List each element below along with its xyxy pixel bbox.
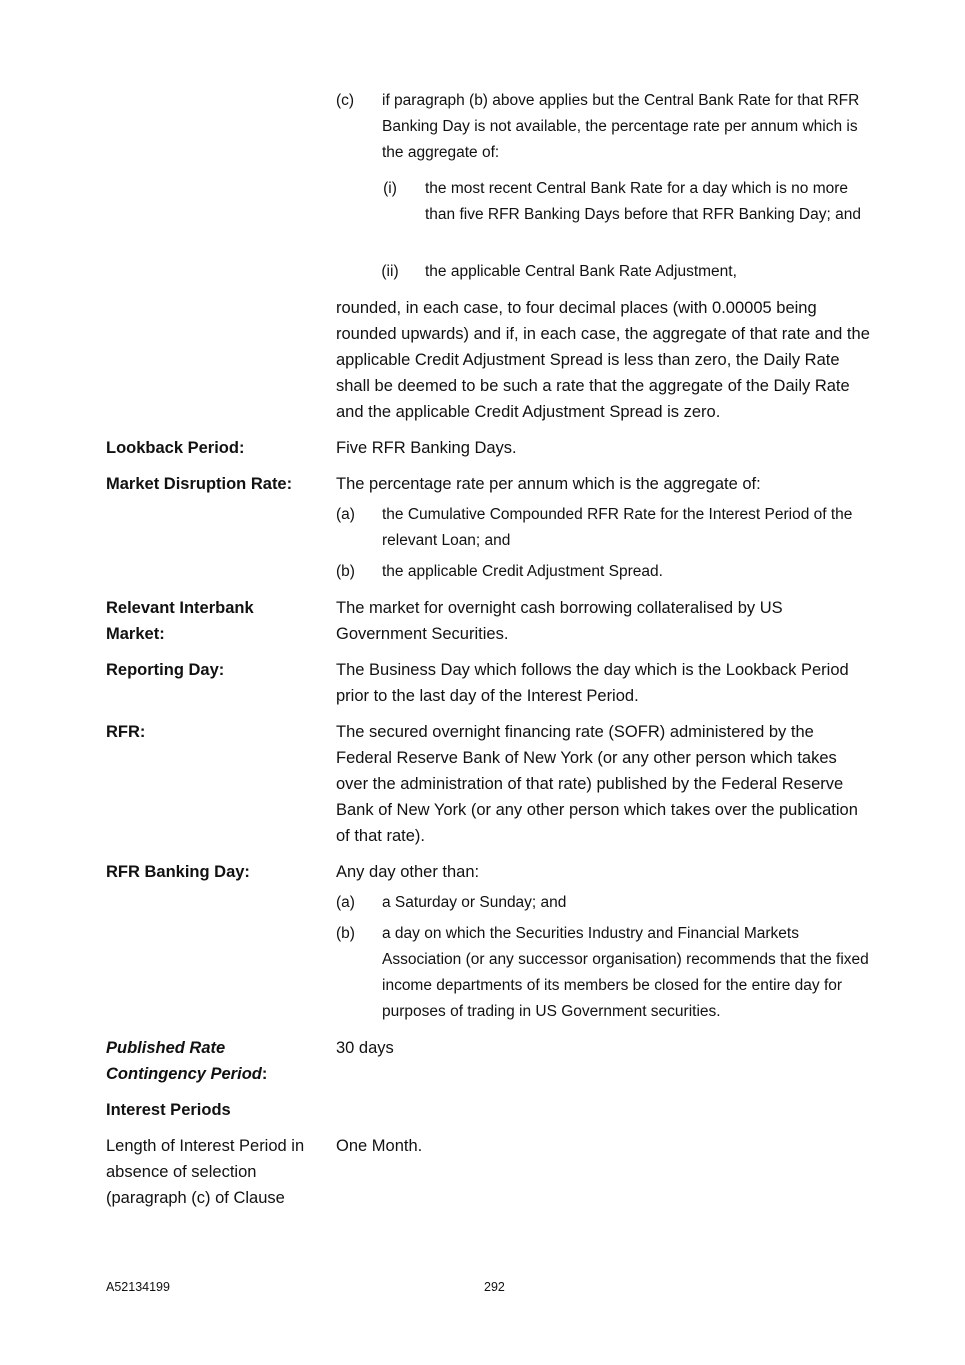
rfr-banking-day-item-a-text: a Saturday or Sunday; and (382, 894, 567, 911)
rounding-paragraph: rounded, in each case, to four decimal places (with 0.00005 being rounded upwards) and if, in each case, the aggregate of that rate and the applicable Credit Adjustment Spread is less than zero, the Daily Rate shall be deemed to be such a rate that the aggregate of the Daily Rate and the applicable Credit Adjustment Spread is zero. (336, 299, 870, 421)
market-disruption-rate-intro: The percentage rate per annum which is the aggregate of: (336, 475, 761, 493)
clause-c-sub-ii-mark: (ii) (381, 263, 399, 280)
reporting-day-label: Reporting Day: (106, 661, 225, 679)
relevant-interbank-market-label: Relevant Interbank Market: (106, 599, 254, 643)
relevant-interbank-market-value: The market for overnight cash borrowing collateralised by US Government Securities. (336, 599, 783, 643)
market-disruption-item-b-text: the applicable Credit Adjustment Spread. (382, 563, 663, 580)
clause-c-text: if paragraph (b) above applies but the Central Bank Rate for that RFR Banking Day is not available, the percentage rate per annum which is the aggregate of: (382, 92, 860, 161)
interest-periods-heading: Interest Periods (106, 1101, 231, 1119)
published-rate-contingency-period-value: 30 days (336, 1039, 394, 1057)
clause-c-sub-i-text: the most recent Central Bank Rate for a day which is no more than five RFR Banking Days before that RFR Banking Day; and (425, 180, 861, 223)
rfr-banking-day-item-b-mark: (b) (336, 925, 355, 942)
footer-page-number: 292 (484, 1280, 505, 1294)
published-rate-contingency-period-label (106, 1035, 321, 1087)
length-of-interest-period-value: One Month. (336, 1137, 423, 1155)
clause-c-sub-ii-text: the applicable Central Bank Rate Adjustment, (425, 263, 737, 280)
published-rate-label-line1: Published Rate (106, 1039, 226, 1057)
footer-document-reference: A52134199 (106, 1280, 170, 1294)
rfr-banking-day-label: RFR Banking Day: (106, 863, 250, 881)
rfr-banking-day-intro: Any day other than: (336, 863, 480, 881)
published-rate-label-suffix: : (261, 1065, 268, 1083)
published-rate-label-line2: Contingency Period (106, 1065, 262, 1083)
market-disruption-item-a-mark: (a) (336, 506, 355, 523)
clause-c-sub-i-mark: (i) (383, 180, 397, 197)
market-disruption-item-b-mark: (b) (336, 563, 355, 580)
rfr-banking-day-item-b-text: a day on which the Securities Industry and Financial Markets Association (or any successor organisation) recommends that the fixed income departments of its members be closed for the entire day for purposes of trading in US Government securities. (382, 925, 869, 1020)
reporting-day-value: The Business Day which follows the day which is the Lookback Period prior to the last day of the Interest Period. (336, 661, 849, 705)
rfr-value: The secured overnight financing rate (SOFR) administered by the Federal Reserve Bank of New York (or any other person which takes over the administration of that rate) published by the Federal Reserve Bank of New York (or any other person which takes over the publication of that rate). (336, 723, 858, 845)
market-disruption-item-a-text: the Cumulative Compounded RFR Rate for the Interest Period of the relevant Loan; and (382, 506, 853, 549)
rfr-label: RFR: (106, 723, 146, 741)
clause-c-mark: (c) (336, 92, 355, 109)
length-of-interest-period-label: Length of Interest Period in absence of selection (paragraph (c) of Clause (106, 1137, 305, 1207)
market-disruption-rate-label: Market Disruption Rate: (106, 475, 293, 493)
rfr-banking-day-item-a-mark: (a) (336, 894, 355, 911)
lookback-period-value: Five RFR Banking Days. (336, 439, 517, 457)
lookback-period-label: Lookback Period: (106, 439, 245, 457)
